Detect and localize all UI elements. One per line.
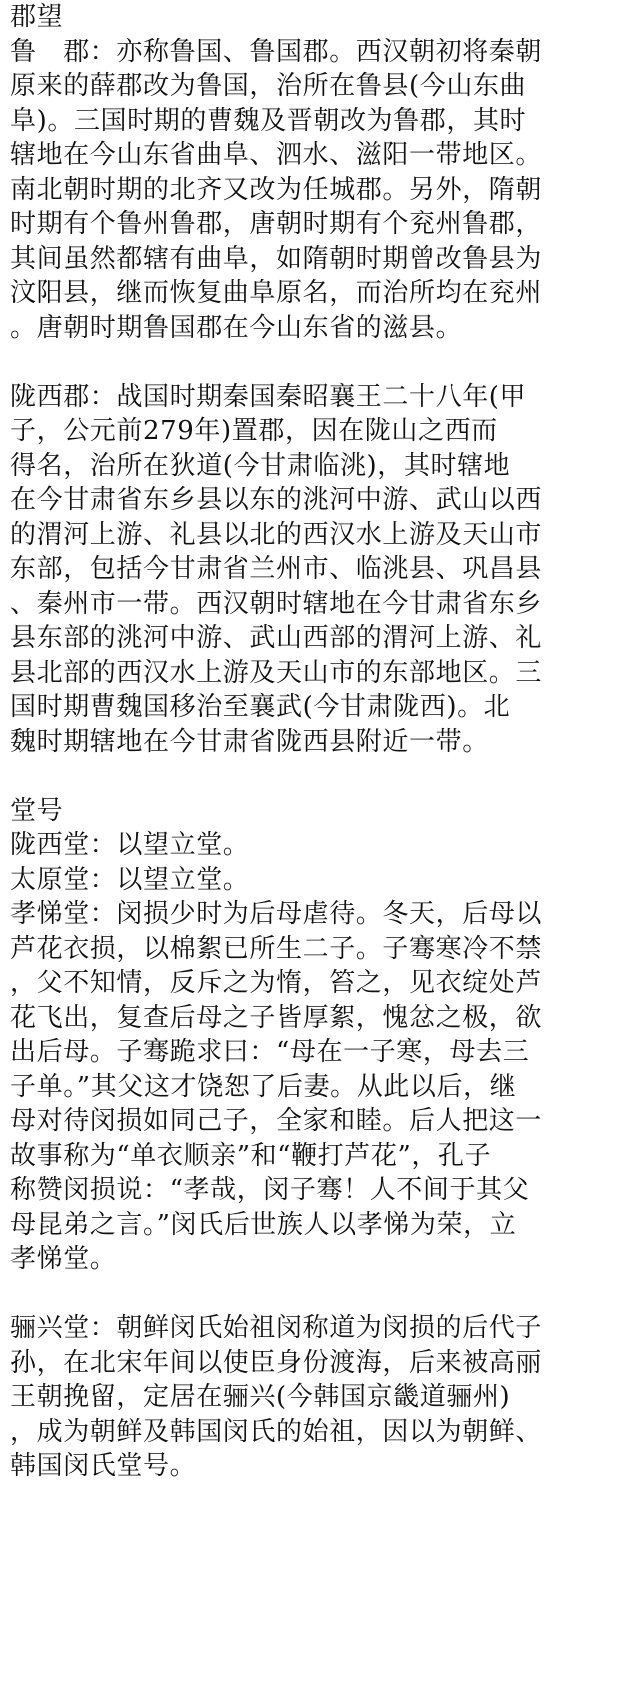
- lixing-tang-paragraph: [10, 1311, 634, 1484]
- paragraph-spacer: [10, 345, 634, 380]
- lu-jun-line: 南北朝时期的北齐又改为任城郡。另外，隋朝: [10, 174, 543, 205]
- lu-jun-line: 辖地在今山东省曲阜、泗水、滋阳一带地区。: [10, 140, 543, 170]
- lixing-tang-line: 骊兴堂：朝鲜闵氏始祖闵称道为闵损的后代子: [10, 1313, 543, 1343]
- xiaoti-tang-line: 花飞出，复查后母之子皆厚絮，愧忿之极，欲: [10, 1002, 543, 1033]
- lu-jun-line: 鲁 郡：亦称鲁国、鲁国郡。西汉朝初将秦朝: [10, 36, 543, 67]
- xiaoti-tang-line: 芦花衣损，以棉絮已所生二子。子骞寒冷不禁: [10, 933, 543, 964]
- xiaoti-tang-line: 孝悌堂：闵损少时为后母虐待。冬天，后母以: [10, 899, 543, 929]
- xiaoti-tang-line: 母对待闵损如同己子，全家和睦。后人把这一: [10, 1106, 543, 1136]
- lixing-tang-line: 韩国闵氏堂号。: [10, 1451, 197, 1481]
- longxi-jun-line: 县东部的洮河中游、武山西部的渭河上游、礼: [10, 623, 543, 653]
- lu-jun-line: 。唐朝时期鲁国郡在今山东省的滋县。: [10, 312, 463, 343]
- longxi-jun-line: 陇西郡：战国时期秦国秦昭襄王二十八年(甲: [10, 381, 527, 412]
- longxi-jun-paragraph: [10, 380, 634, 760]
- tanghao-short-list: [10, 828, 634, 897]
- xiaoti-tang-line: 子单。”其父这才饶恕了后妻。从此以后，继: [10, 1071, 517, 1102]
- taiyuan-tang-line: 太原堂：以望立堂。: [10, 864, 250, 895]
- lixing-tang-line: ，成为朝鲜及韩国闵氏的始祖，因以为朝鲜、: [10, 1416, 543, 1447]
- xiaoti-tang-line: 称赞闵损说：“孝哉，闵子骞！人不间于其父: [10, 1175, 530, 1205]
- longxi-jun-line: 东部，包括今甘肃省兰州市、临洮县、巩昌县: [10, 554, 543, 584]
- lixing-tang-line: 王朝挽留，定居在骊兴(今韩国京畿道骊州): [10, 1382, 511, 1412]
- lu-jun-line: 原来的薛郡改为鲁国，治所在鲁县(今山东曲: [10, 71, 527, 101]
- lu-jun-line: 其间虽然都辖有曲阜，如隋朝时期曾改鲁县为: [10, 243, 543, 274]
- longxi-jun-line: 在今甘肃省东乡县以东的洮河中游、武山以西: [10, 485, 543, 515]
- xiaoti-tang-line: 故事称为“单衣顺亲”和“鞭打芦花”，孔子: [10, 1140, 492, 1171]
- longxi-jun-line: 县北部的西汉水上游及天山市的东部地区。三: [10, 657, 543, 688]
- xiaoti-tang-line: 出后母。子骞跪求曰：“母在一子寒，母去三: [10, 1037, 530, 1067]
- xiaoti-tang-line: 孝悌堂。: [10, 1244, 117, 1274]
- longxi-jun-line: 得名，治所在狄道(今甘肃临洮)，其时辖地: [10, 450, 511, 481]
- xiaoti-tang-paragraph: [10, 897, 634, 1277]
- lu-jun-paragraph: [10, 35, 634, 346]
- longxi-jun-line: 、秦州市一带。西汉朝时辖地在今甘肃省东乡: [10, 588, 543, 619]
- lu-jun-line: 阜)。三国时期的曹魏及晋朝改为鲁郡，其时: [10, 105, 527, 136]
- document-page: [10, 0, 634, 1484]
- tanghao-heading: 堂号: [10, 795, 64, 826]
- lixing-tang-line: 孙，在北宋年间以使臣身份渡海，后来被高丽: [10, 1347, 543, 1378]
- paragraph-spacer: [10, 1277, 634, 1312]
- longxi-jun-line: 魏时期辖地在今甘肃省陇西县附近一带。: [10, 726, 489, 757]
- lu-jun-line: 时期有个鲁州鲁郡，唐朝时期有个兖州鲁郡，: [10, 209, 543, 239]
- junwang-heading: 郡望: [10, 2, 64, 32]
- longxi-jun-line: 子，公元前279年)置郡，因在陇山之西而: [10, 416, 498, 446]
- longxi-jun-line: 的渭河上游、礼县以北的西汉水上游及天山市: [10, 519, 543, 550]
- longxi-tang-line: 陇西堂：以望立堂。: [10, 830, 250, 860]
- lu-jun-line: 汶阳县，继而恢复曲阜原名，而治所均在兖州: [10, 278, 543, 308]
- paragraph-spacer: [10, 759, 634, 794]
- xiaoti-tang-line: ，父不知情，反斥之为惰，笞之，见衣绽处芦: [10, 968, 543, 998]
- longxi-jun-line: 国时期曹魏国移治至襄武(今甘肃陇西)。北: [10, 692, 511, 722]
- xiaoti-tang-line: 母昆弟之言。”闵氏后世族人以孝悌为荣，立: [10, 1209, 517, 1240]
